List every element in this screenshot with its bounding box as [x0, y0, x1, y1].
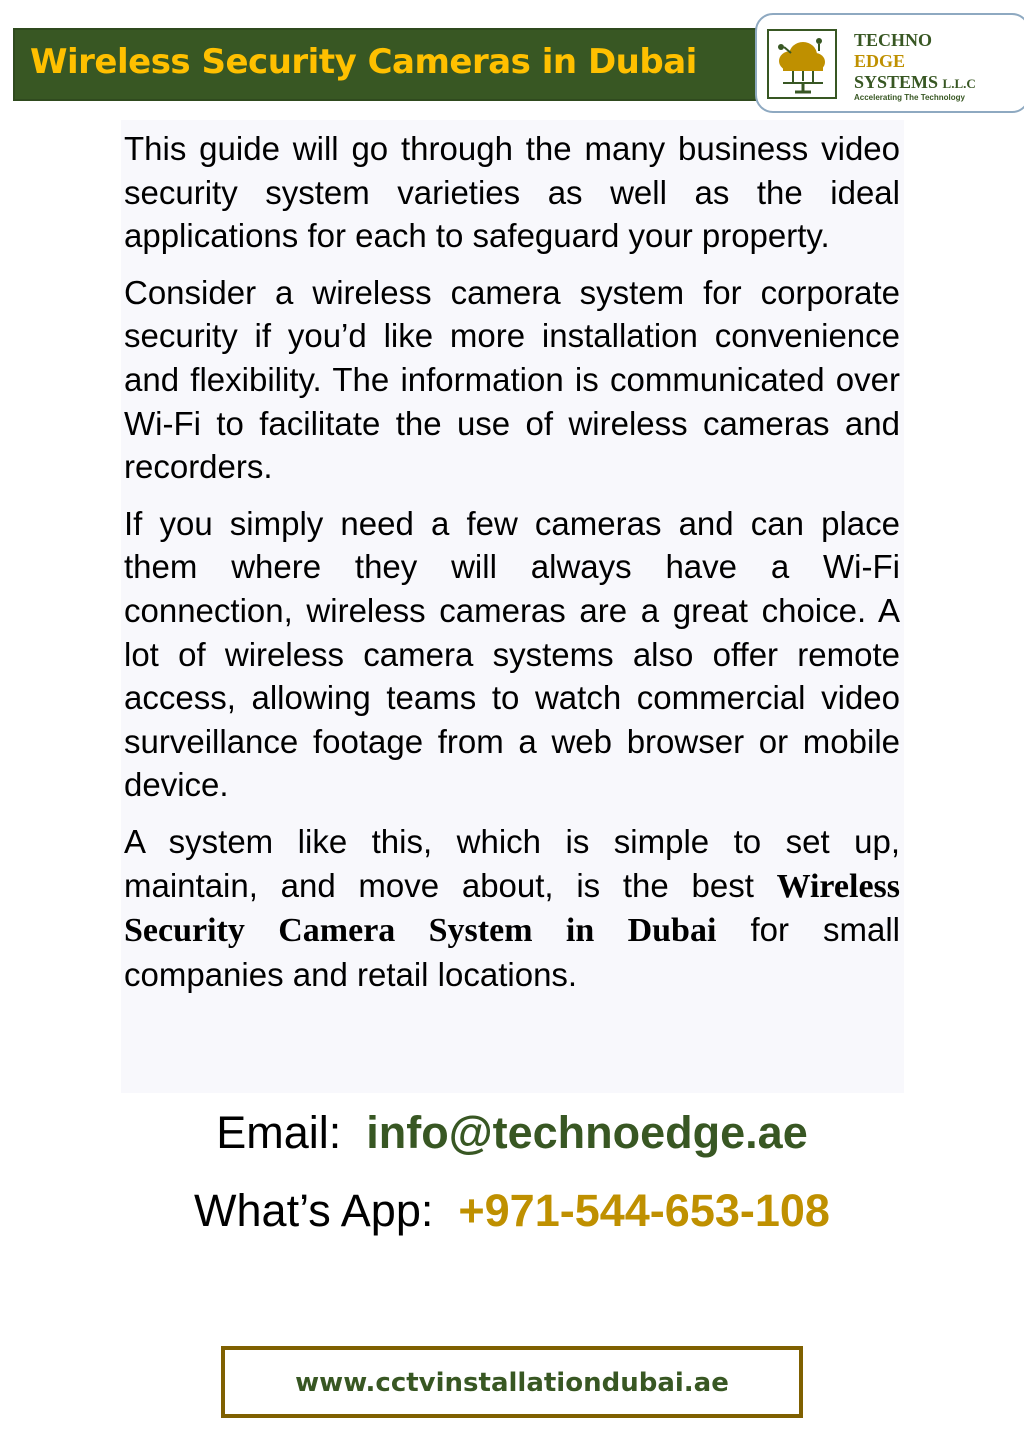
logo-text-systems-word: SYSTEMS — [854, 72, 939, 92]
logo-text-techno: TECHNO — [854, 30, 933, 50]
paragraph-4-outro: for small companies and retail locations. — [124, 911, 900, 993]
paragraph-4 — [124, 820, 900, 996]
paragraph-3: If you simply need a few cameras and can place them where they will always have a Wi-Fi connection, wireless cameras are a great choice. A lot of wireless camera systems also offer remote access, allowing teams to watch commercial video surveillance footage from a web browser or mobile device. — [124, 504, 900, 804]
website-footer-box — [221, 1346, 803, 1418]
email-label: Email: — [216, 1107, 342, 1158]
email-link[interactable]: info@technoedge.ae — [366, 1107, 808, 1158]
email-contact — [0, 1107, 1024, 1159]
website-link[interactable]: www.cctvinstallationdubai.ae — [295, 1368, 729, 1398]
company-logo — [755, 13, 1024, 113]
article-body — [124, 127, 900, 1009]
cloud-network-computer-icon — [767, 29, 837, 99]
whatsapp-number[interactable]: +971-544-653-108 — [458, 1185, 830, 1236]
whatsapp-contact — [0, 1185, 1024, 1237]
paragraph-4-highlight: Wireless Security Camera System in Dubai — [124, 867, 900, 950]
page-title: Wireless Security Cameras in Dubai — [30, 42, 697, 82]
logo-text-edge: EDGE — [854, 51, 906, 71]
whatsapp-label: What’s App: — [194, 1185, 434, 1236]
logo-text-llc: L.L.C — [942, 76, 976, 91]
logo-tagline: Accelerating The Technology — [854, 93, 965, 102]
paragraph-4-intro: A system like this, which is simple to set up, maintain, and move about, is the best — [124, 822, 900, 904]
logo-text-systems — [854, 72, 976, 93]
title-banner — [13, 28, 765, 101]
paragraph-1: This guide will go through the many business video security system varieties as well as the ideal applications for each to safeguard your property. — [124, 130, 900, 255]
paragraph-2: Consider a wireless camera system for corporate security if you’d like more installation convenience and flexibility. The information is communicated over Wi-Fi to facilitate the use of wireless cameras and recorders. — [124, 273, 900, 486]
